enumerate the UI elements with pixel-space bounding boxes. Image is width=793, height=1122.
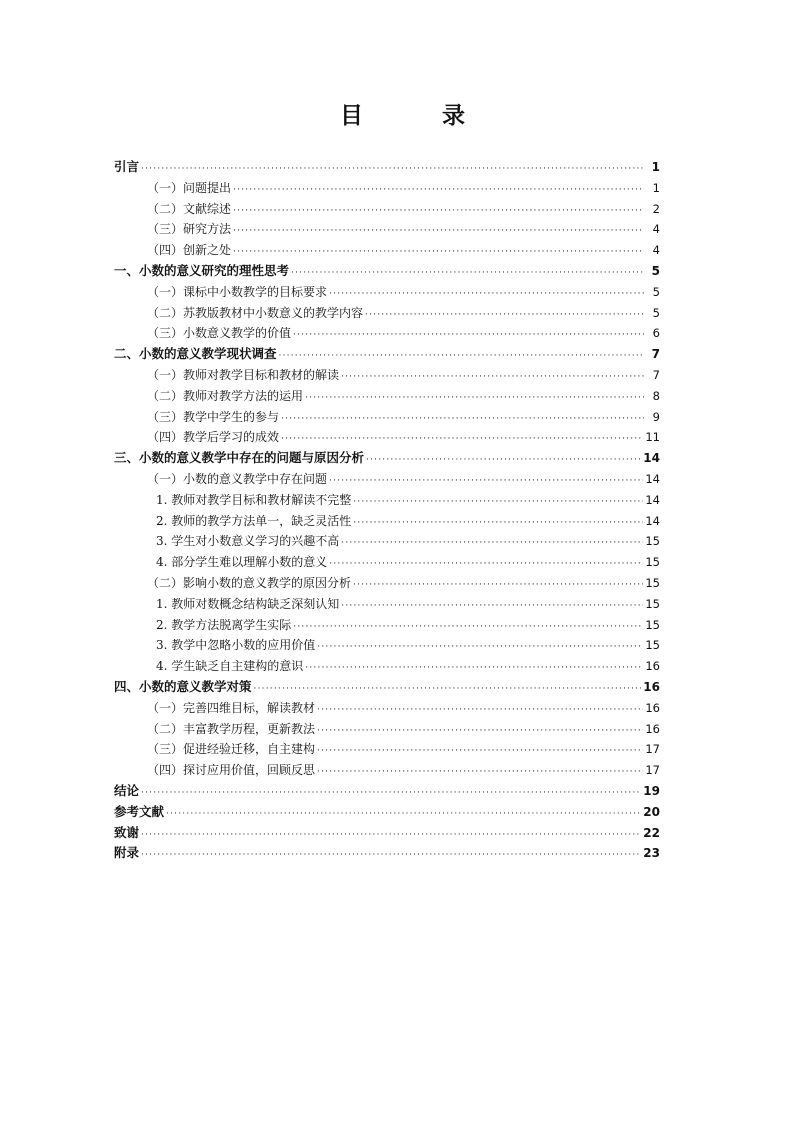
dot-leader: [254, 679, 642, 700]
dot-leader: [166, 804, 641, 825]
dot-leader: [353, 513, 643, 534]
dot-leader: [329, 284, 644, 305]
toc-page-number: 14: [645, 471, 660, 486]
toc-chapter-entry[interactable]: [114, 823, 660, 844]
toc-subsection-entry[interactable]: [114, 615, 660, 636]
dot-leader: [293, 617, 643, 638]
toc-entry-title: （三）研究方法: [147, 222, 232, 237]
toc-page-number: 2: [652, 201, 660, 216]
toc-section-entry[interactable]: [114, 219, 660, 240]
dot-leader: [317, 700, 643, 721]
toc-page-number: 16: [643, 679, 660, 694]
toc-section-entry[interactable]: [114, 386, 660, 407]
dot-leader: [353, 492, 643, 513]
toc-section-entry[interactable]: [114, 365, 660, 386]
toc-page-number: 22: [643, 825, 660, 840]
dot-leader: [341, 367, 644, 388]
toc-page-number: 16: [645, 700, 660, 715]
toc-section-entry[interactable]: [114, 698, 660, 719]
toc-entry-title: （一）小数的意义教学中存在问题: [147, 471, 328, 486]
toc-chapter-entry[interactable]: [114, 677, 660, 698]
dot-leader: [291, 263, 644, 284]
toc-entry-title: （三）教学中学生的参与: [147, 409, 280, 424]
toc-section-entry[interactable]: [114, 427, 660, 448]
dot-leader: [233, 242, 644, 263]
toc-section-entry[interactable]: [114, 178, 660, 199]
toc-entry-title: （四）创新之处: [147, 243, 232, 258]
toc-entry-title: 3. 教学中忽略小数的应用价值: [156, 638, 316, 653]
toc-page-number: 15: [645, 575, 660, 590]
page-title: 目 录: [340, 103, 493, 129]
dot-leader: [317, 721, 643, 742]
toc-page-number: 14: [643, 451, 660, 466]
toc-entry-title: 参考文献: [114, 803, 165, 819]
toc-entry-title: （一）教师对教学目标和教材的解读: [147, 367, 340, 382]
toc-entry-title: （二）丰富教学历程，更新教法: [147, 721, 316, 736]
dot-leader: [353, 575, 643, 596]
toc-entry-title: （三）促进经验迁移，自主建构: [147, 742, 316, 757]
toc-page-number: 20: [643, 804, 660, 819]
toc-page-number: 15: [645, 617, 660, 632]
toc-entry-title: 4. 部分学生难以理解小数的意义: [156, 555, 328, 570]
toc-subsection-entry[interactable]: [114, 552, 660, 573]
toc-entry-title: 二、小数的意义教学现状调查: [114, 346, 277, 362]
toc-subsection-entry[interactable]: [114, 656, 660, 677]
dot-leader: [281, 409, 644, 430]
toc-chapter-entry[interactable]: [114, 157, 660, 178]
toc-chapter-entry[interactable]: [114, 448, 660, 469]
dot-leader: [281, 429, 643, 450]
toc-entry-title: 2. 教师的教学方法单一，缺乏灵活性: [156, 513, 352, 528]
dot-leader: [233, 180, 644, 201]
toc-entry-title: 致谢: [114, 824, 140, 840]
toc-page-number: 9: [652, 409, 660, 424]
toc-page-number: 6: [652, 326, 660, 341]
toc-page-number: 15: [645, 534, 660, 549]
toc-page-number: 16: [645, 659, 660, 674]
dot-leader: [329, 471, 643, 492]
toc-section-entry[interactable]: [114, 573, 660, 594]
toc-page-number: 8: [652, 388, 660, 403]
dot-leader: [141, 159, 644, 180]
toc-entry-title: （四）教学后学习的成效: [147, 430, 280, 445]
dot-leader: [141, 783, 641, 804]
toc-chapter-entry[interactable]: [114, 261, 660, 282]
toc-section-entry[interactable]: [114, 469, 660, 490]
dot-leader: [141, 825, 641, 846]
dot-leader: [329, 554, 643, 575]
table-of-contents: [114, 157, 660, 864]
toc-page-number: 16: [645, 721, 660, 736]
dot-leader: [317, 637, 643, 658]
dot-leader: [141, 845, 641, 866]
toc-page-number: 4: [652, 243, 660, 258]
toc-entry-title: 四、小数的意义教学对策: [114, 678, 252, 694]
toc-page-number: 19: [643, 783, 660, 798]
toc-page-number: 11: [645, 430, 660, 445]
toc-section-entry[interactable]: [114, 760, 660, 781]
toc-section-entry[interactable]: [114, 199, 660, 220]
toc-section-entry[interactable]: [114, 303, 660, 324]
toc-page-number: 14: [645, 513, 660, 528]
toc-page-number: 4: [652, 222, 660, 237]
toc-chapter-entry[interactable]: [114, 802, 660, 823]
toc-page-number: 17: [645, 763, 660, 778]
toc-subsection-entry[interactable]: [114, 635, 660, 656]
dot-leader: [341, 533, 643, 554]
toc-entry-title: 1. 教师对数概念结构缺乏深刻认知: [156, 596, 340, 611]
toc-page-number: 7: [652, 367, 660, 382]
toc-page-number: 17: [645, 742, 660, 757]
toc-entry-title: 3. 学生对小数意义学习的兴趣不高: [156, 534, 340, 549]
toc-entry-title: 1. 教师对教学目标和教材解读不完整: [156, 492, 352, 507]
toc-entry-title: 结论: [114, 782, 140, 798]
toc-page-number: 1: [652, 180, 660, 195]
toc-page-number: 5: [652, 284, 660, 299]
toc-entry-title: 2. 教学方法脱离学生实际: [156, 617, 292, 632]
toc-entry-title: （一）完善四维目标，解读教材: [147, 700, 316, 715]
toc-section-entry[interactable]: [114, 282, 660, 303]
dot-leader: [317, 741, 643, 762]
dot-leader: [341, 596, 643, 617]
toc-page-number: 1: [651, 160, 660, 174]
toc-page-number: 15: [645, 638, 660, 653]
dot-leader: [233, 201, 644, 222]
dot-leader: [305, 658, 643, 679]
dot-leader: [366, 450, 641, 471]
toc-chapter-entry[interactable]: [114, 843, 660, 864]
toc-subsection-entry[interactable]: [114, 531, 660, 552]
toc-page-number: 23: [643, 846, 660, 861]
toc-page-number: 15: [645, 555, 660, 570]
toc-entry-title: （一）问题提出: [147, 180, 232, 195]
dot-leader: [317, 762, 643, 783]
dot-leader: [233, 221, 644, 242]
toc-subsection-entry[interactable]: [114, 511, 660, 532]
toc-entry-title: （二）文献综述: [147, 201, 232, 216]
toc-entry-title: 一、小数的意义研究的理性思考: [114, 262, 290, 278]
toc-page-number: 7: [651, 347, 660, 362]
toc-entry-title: 4. 学生缺乏自主建构的意识: [156, 659, 304, 674]
toc-entry-title: （二）教师对教学方法的运用: [147, 388, 304, 403]
toc-section-entry[interactable]: [114, 323, 660, 344]
toc-chapter-entry[interactable]: [114, 344, 660, 365]
toc-chapter-entry[interactable]: [114, 781, 660, 802]
toc-entry-title: （一）课标中小数教学的目标要求: [147, 284, 328, 299]
toc-page-number: 15: [645, 596, 660, 611]
toc-page-number: 5: [651, 263, 660, 278]
toc-subsection-entry[interactable]: [114, 490, 660, 511]
toc-section-entry[interactable]: [114, 719, 660, 740]
toc-entry-title: （三）小数意义教学的价值: [147, 326, 292, 341]
toc-section-entry[interactable]: [114, 739, 660, 760]
toc-entry-title: （二）影响小数的意义教学的原因分析: [147, 575, 352, 590]
toc-section-entry[interactable]: [114, 407, 660, 428]
toc-entry-title: 三、小数的意义教学中存在的问题与原因分析: [114, 450, 365, 466]
toc-page-number: 14: [645, 492, 660, 507]
dot-leader: [365, 305, 644, 326]
toc-entry-title: 附录: [114, 845, 140, 861]
toc-section-entry[interactable]: [114, 240, 660, 261]
toc-subsection-entry[interactable]: [114, 594, 660, 615]
toc-entry-title: （四）探讨应用价值，回顾反思: [147, 763, 316, 778]
toc-page-number: 5: [652, 305, 660, 320]
dot-leader: [279, 346, 644, 367]
toc-entry-title: 引言: [114, 159, 140, 174]
toc-entry-title: （二）苏教版教材中小数意义的教学内容: [147, 305, 364, 320]
dot-leader: [305, 388, 644, 409]
dot-leader: [293, 325, 644, 346]
